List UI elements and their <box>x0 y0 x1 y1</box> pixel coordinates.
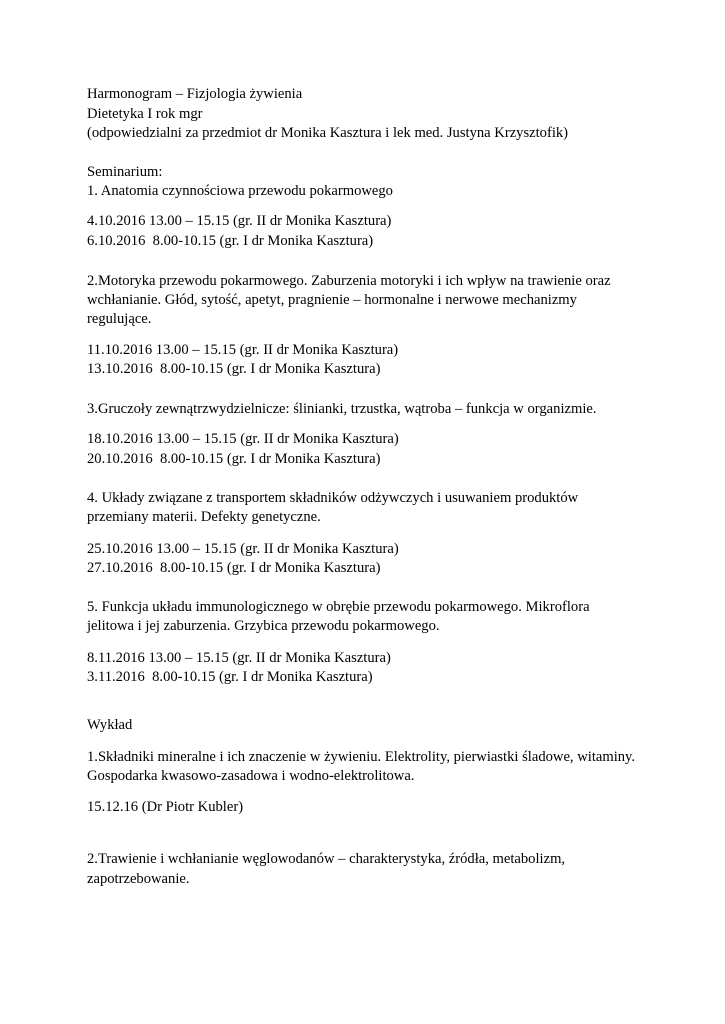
seminar-topic-1-date-1: 4.10.2016 13.00 – 15.15 (gr. II dr Monika Kasztura) <box>87 213 392 229</box>
seminar-topic-5-line-1: 5. Funkcja układu immunologicznego w obrębie przewodu pokarmowego. Mikroflora <box>87 599 590 615</box>
document-title: Harmonogram – Fizjologia żywienia <box>87 86 303 102</box>
seminar-topic-2-date-2: 13.10.2016 8.00-10.15 (gr. I dr Monika Kasztura) <box>87 361 381 377</box>
seminar-topic-2-date-1: 11.10.2016 13.00 – 15.15 (gr. II dr Monika Kasztura) <box>87 342 399 358</box>
course-name: Dietetyka I rok mgr <box>87 106 203 122</box>
seminar-topic-4-date-2: 27.10.2016 8.00-10.15 (gr. I dr Monika Kasztura) <box>87 560 381 576</box>
responsible-persons: (odpowiedzialni za przedmiot dr Monika Kasztura i lek med. Justyna Krzysztofik) <box>87 125 569 141</box>
seminar-heading: Seminarium: <box>87 164 163 180</box>
seminar-topic-3-line-1: 3.Gruczoły zewnątrzwydzielnicze: ślinianki, trzustka, wątroba – funkcja w organizmie. <box>87 401 597 417</box>
seminar-topic-4-date-1: 25.10.2016 13.00 – 15.15 (gr. II dr Monika Kasztura) <box>87 541 399 557</box>
seminar-topic-3-date-1: 18.10.2016 13.00 – 15.15 (gr. II dr Monika Kasztura) <box>87 431 399 447</box>
lecture-topic-2-line-1: 2.Trawienie i wchłanianie węglowodanów – charakterystyka, źródła, metabolizm, <box>87 851 566 867</box>
seminar-topic-1-date-2: 6.10.2016 8.00-10.15 (gr. I dr Monika Kasztura) <box>87 233 374 249</box>
seminar-topic-4-line-1: 4. Układy związane z transportem składników odżywczych i usuwaniem produktów <box>87 490 579 506</box>
lecture-topic-2-line-2: zapotrzebowanie. <box>87 871 190 887</box>
lecture-topic-1-line-2: Gospodarka kwasowo-zasadowa i wodno-elektrolitowa. <box>87 768 415 784</box>
lecture-heading: Wykład <box>87 717 133 733</box>
seminar-topic-2-line-1: 2.Motoryka przewodu pokarmowego. Zaburzenia motoryki i ich wpływ na trawienie oraz <box>87 273 611 289</box>
seminar-topic-5-date-2: 3.11.2016 8.00-10.15 (gr. I dr Monika Kasztura) <box>87 669 373 685</box>
seminar-topic-5-line-2: jelitowa i jej zaburzenia. Grzybica przewodu pokarmowego. <box>87 618 440 634</box>
seminar-topic-5-date-1: 8.11.2016 13.00 – 15.15 (gr. II dr Monika Kasztura) <box>87 650 391 666</box>
document-page <box>87 0 687 1024</box>
lecture-topic-1-line-1: 1.Składniki mineralne i ich znaczenie w żywieniu. Elektrolity, pierwiastki śladowe, witaminy. <box>87 749 636 765</box>
lecture-topic-1-date-1: 15.12.16 (Dr Piotr Kubler) <box>87 799 244 815</box>
seminar-topic-2-line-3: regulujące. <box>87 311 152 327</box>
seminar-topic-1-line-1: 1. Anatomia czynnościowa przewodu pokarmowego <box>87 183 393 199</box>
seminar-topic-3-date-2: 20.10.2016 8.00-10.15 (gr. I dr Monika Kasztura) <box>87 451 381 467</box>
seminar-topic-2-line-2: wchłanianie. Głód, sytość, apetyt, pragnienie – hormonalne i nerwowe mechanizmy <box>87 292 577 308</box>
seminar-topic-4-line-2: przemiany materii. Defekty genetyczne. <box>87 509 321 525</box>
